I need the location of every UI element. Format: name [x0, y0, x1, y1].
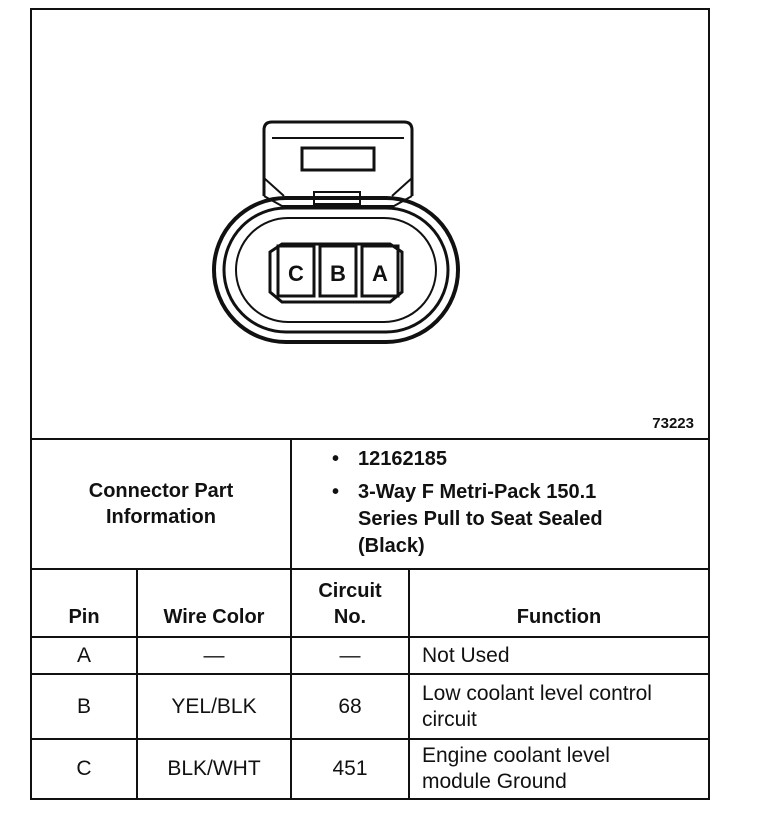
table-cell-circuit-no: 68 [338, 694, 362, 718]
list-item [332, 446, 658, 473]
connector-latch-slot [302, 148, 374, 170]
table-cell-function: Not Used [422, 643, 510, 667]
table-cell-wire-color: BLK/WHT [167, 757, 261, 780]
connector-description: 3-Way F Metri-Pack 150.1 Series Pull to Seat Sealed (Black) [358, 481, 603, 557]
cavity-label-b: B [330, 261, 346, 286]
connector-figure [32, 10, 708, 438]
cavity-label-c: C [288, 261, 304, 286]
bullet-icon: • [332, 481, 340, 503]
cavity-label-a: A [372, 261, 388, 286]
table-cell-pin: B [76, 694, 91, 718]
table-cell-pin: A [76, 643, 91, 667]
header-pin: Pin [68, 606, 100, 628]
table-cell-wire-color: YEL/BLK [171, 694, 257, 718]
bullet-icon: • [332, 448, 340, 470]
table-cell-wire-color: — [203, 643, 225, 667]
table-cell-pin: C [76, 757, 92, 780]
connector-diagram-frame [30, 8, 710, 800]
table-cell-function: Engine coolant level module Ground [422, 744, 610, 793]
connector-info-label: Connector Part Information [88, 480, 234, 528]
connector-part-number: 12162185 [358, 448, 447, 470]
list-item [332, 479, 658, 560]
header-wire-color: Wire Color [163, 606, 265, 628]
connector-drawing [32, 10, 708, 438]
header-circuit-no: Circuit No. [318, 580, 382, 628]
connector-latch-housing [264, 122, 412, 196]
table-cell-circuit-no: 451 [332, 757, 368, 780]
figure-number: 73223 [652, 415, 694, 432]
header-function: Function [516, 606, 602, 628]
table-cell-circuit-no: — [339, 643, 361, 667]
connector-info-list [332, 446, 658, 560]
table-cell-function: Low coolant level control circuit [422, 681, 652, 731]
